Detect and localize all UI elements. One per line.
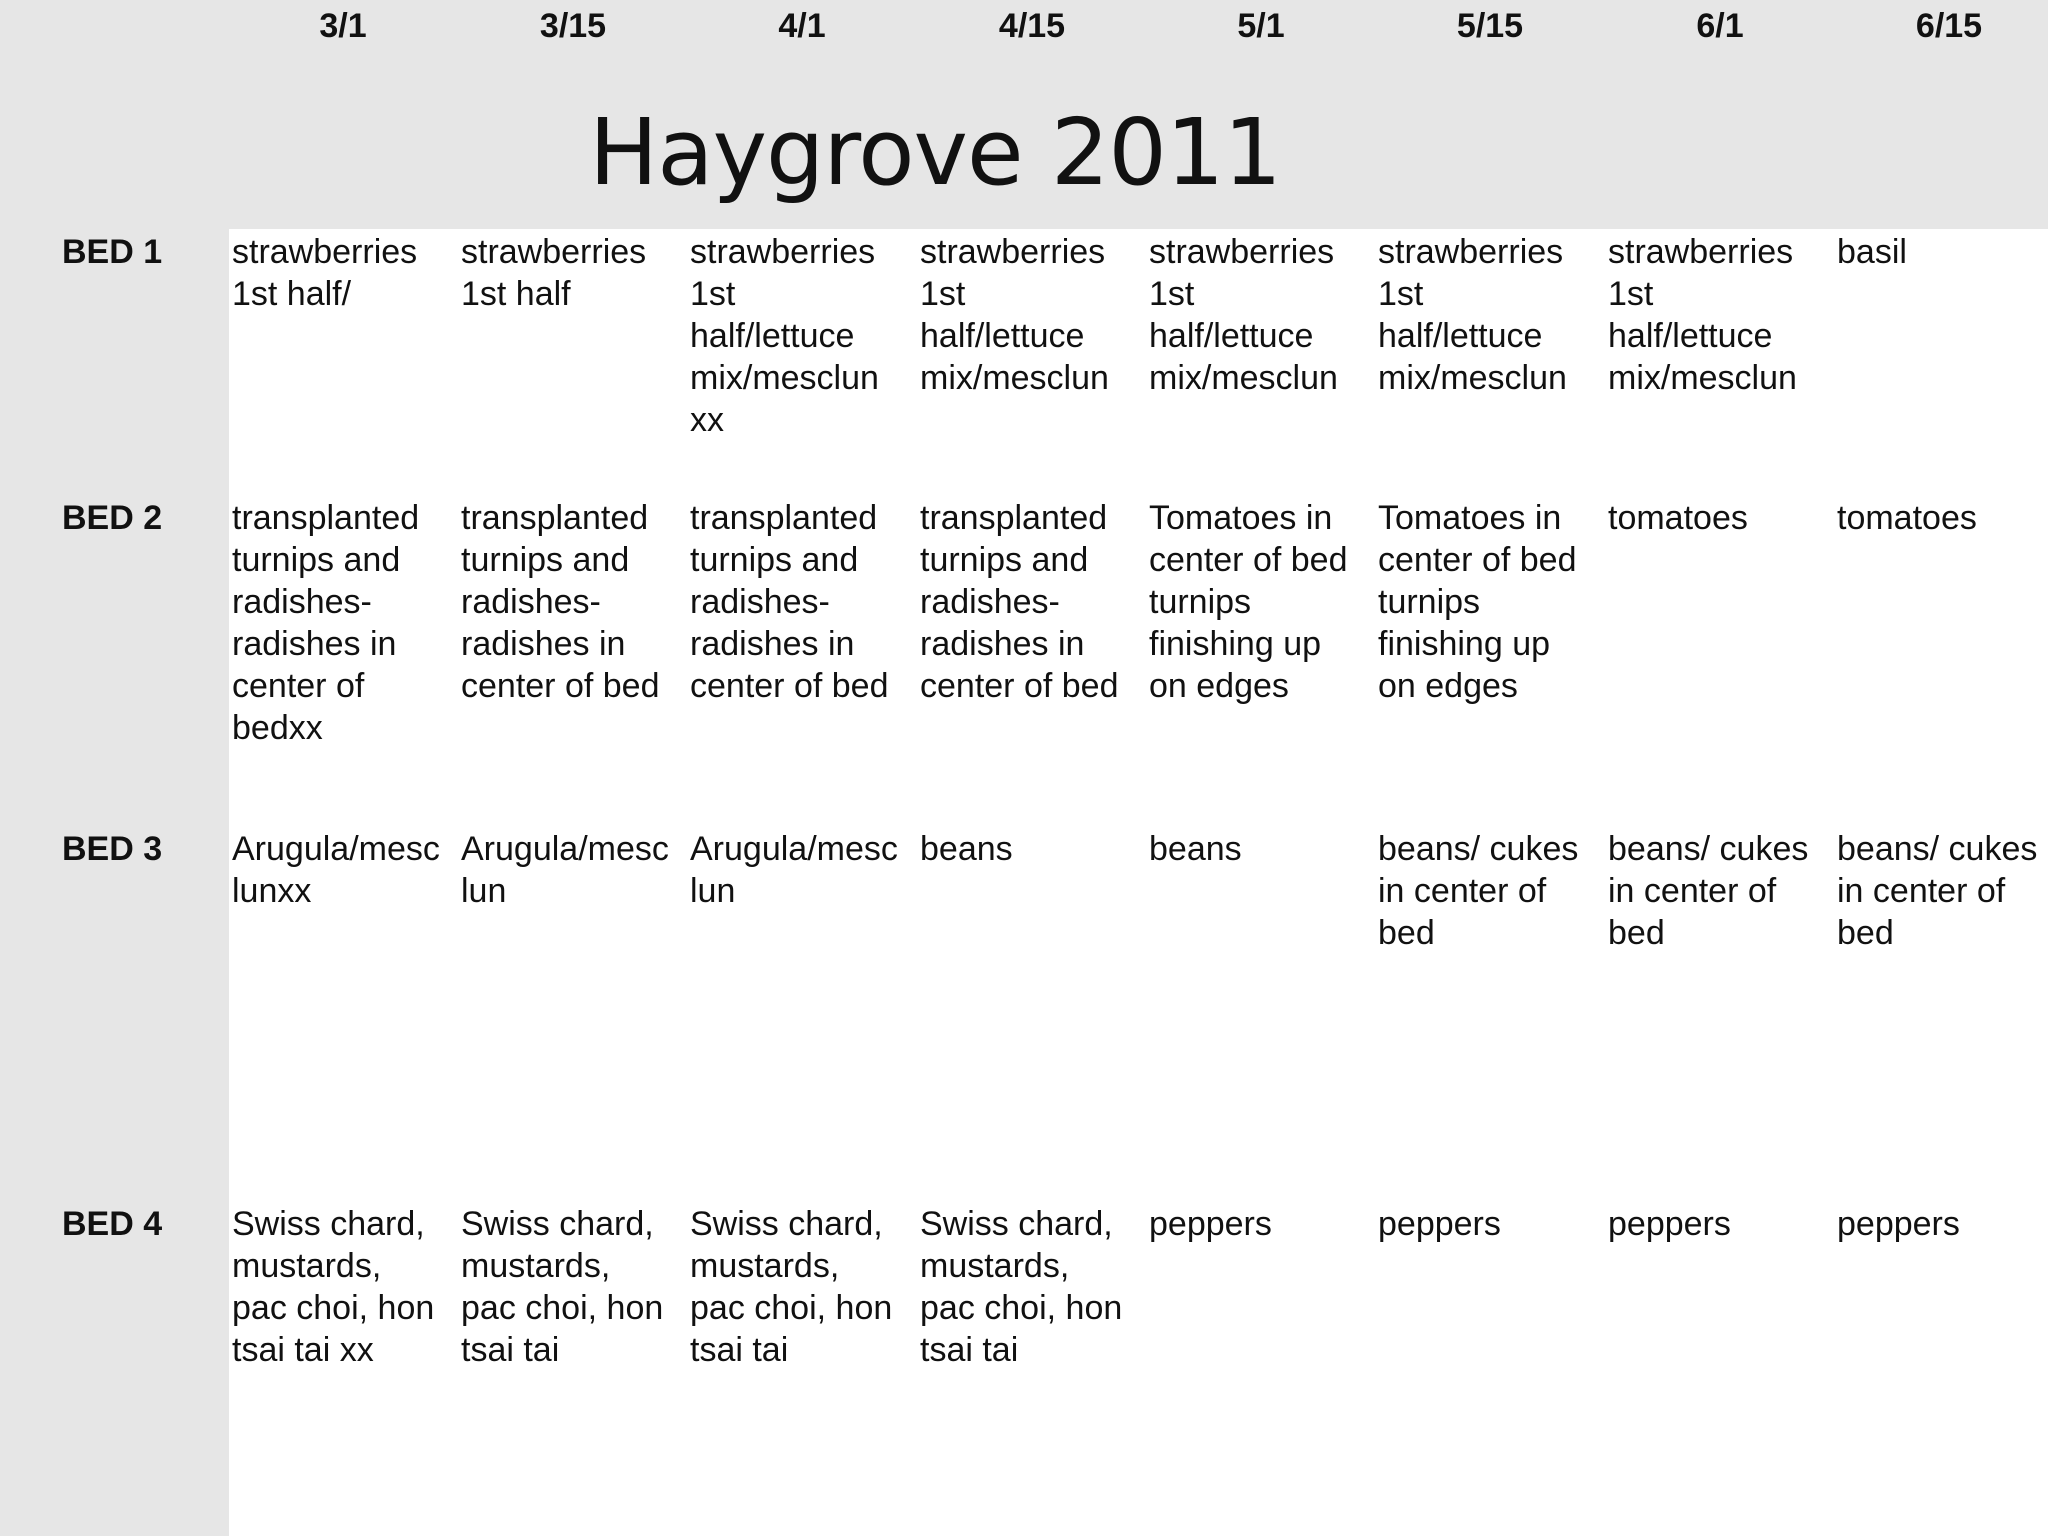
grid-cell: Arugula/mesc lun <box>690 830 898 910</box>
grid-cell: strawberries 1st half/lettuce mix/mesclun <box>1149 233 1338 397</box>
bed-label: BED 4 <box>62 1205 163 1243</box>
grid-cell: strawberries 1st half <box>461 233 647 313</box>
grid-cell: Arugula/mesc lun <box>461 830 669 910</box>
grid-cell: peppers <box>1837 1205 1960 1243</box>
date-header: 4/1 <box>778 7 826 45</box>
bed-label: BED 3 <box>62 830 163 868</box>
grid-cell: transplanted turnips and radishes- radishes in center of bed <box>920 499 1119 705</box>
grid-cell: strawberries 1st half/lettuce mix/mesclun <box>1378 233 1567 397</box>
grid-cell: peppers <box>1608 1205 1731 1243</box>
grid-cell: transplanted turnips and radishes- radishes in center of bed <box>690 499 889 705</box>
grid-cell: strawberries 1st half/lettuce mix/mesclun <box>1608 233 1797 397</box>
grid-cell: Arugula/mesc lunxx <box>232 830 440 910</box>
date-header: 3/1 <box>319 7 367 45</box>
grid-cell: beans <box>920 830 1013 868</box>
grid-cell: basil <box>1837 233 1907 271</box>
grid-cell: Tomatoes in center of bed turnips finishing up on edges <box>1378 499 1577 705</box>
grid-cell: strawberries 1st half/lettuce mix/mesclun <box>920 233 1109 397</box>
date-header: 6/1 <box>1696 7 1744 45</box>
grid-cell: Swiss chard, mustards, pac choi, hon tsai tai <box>690 1205 893 1369</box>
grid-cell: Swiss chard, mustards, pac choi, hon tsai tai <box>920 1205 1123 1369</box>
grid-cell: transplanted turnips and radishes- radishes in center of bedxx <box>232 499 420 747</box>
grid-cell: beans/ cukes in center of bed <box>1378 830 1579 952</box>
grid-cell: beans/ cukes in center of bed <box>1837 830 2038 952</box>
grid-cell: beans/ cukes in center of bed <box>1608 830 1809 952</box>
grid-cell: tomatoes <box>1608 499 1748 537</box>
grid-cell: beans <box>1149 830 1242 868</box>
date-header: 3/15 <box>539 7 607 45</box>
date-header: 5/15 <box>1456 7 1524 45</box>
grid-cell: transplanted turnips and radishes- radishes in center of bed <box>461 499 660 705</box>
grid-cell: tomatoes <box>1837 499 1977 537</box>
grid-cell: peppers <box>1149 1205 1272 1243</box>
grid-cell: strawberries 1st half/ <box>232 233 418 313</box>
grid-cell: Swiss chard, mustards, pac choi, hon tsai tai xx <box>232 1205 435 1369</box>
date-header: 5/1 <box>1237 7 1285 45</box>
date-header: 4/15 <box>998 7 1066 45</box>
grid-cell: peppers <box>1378 1205 1501 1243</box>
grid-cell: strawberries 1st half/lettuce mix/mesclun xx <box>690 233 879 439</box>
bed-label: BED 1 <box>62 233 163 271</box>
grid-cell: Tomatoes in center of bed turnips finishing up on edges <box>1149 499 1348 705</box>
page-title: Haygrove 2011 <box>589 99 1281 206</box>
date-header: 6/15 <box>1915 7 1983 45</box>
bed-label: BED 2 <box>62 499 163 537</box>
grid-cell: Swiss chard, mustards, pac choi, hon tsai tai <box>461 1205 664 1369</box>
